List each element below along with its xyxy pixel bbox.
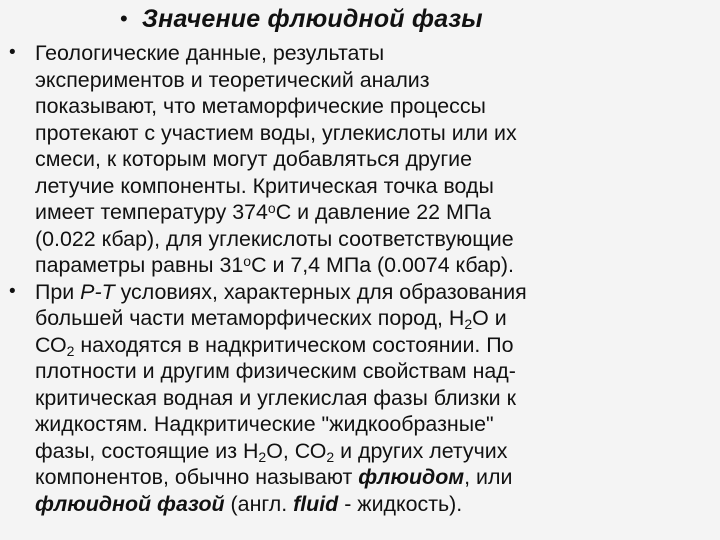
p2-line-3-a: СО: [35, 332, 67, 357]
p2-line-9-a: (англ.: [224, 491, 294, 516]
term-fluid: флюидом: [358, 465, 465, 489]
p2-line-8-a: компонентов, обычно называют: [35, 465, 359, 489]
p2-line-8-b: , или: [464, 465, 513, 489]
p2-line-9: [35, 491, 712, 518]
slide-body: [0, 40, 712, 517]
p2-line-1-b: условиях, характерных для образования: [114, 279, 527, 304]
p2-line-1: [35, 279, 712, 306]
paragraph-2: [0, 279, 712, 518]
subscript: 2: [66, 342, 75, 359]
p2-line-3-b: находятся в надкритическом состоянии. По: [74, 332, 514, 357]
bullet-2: •: [9, 280, 16, 302]
p2-line-7-a: фазы, состоящие из Н: [35, 438, 259, 463]
p2-line-3: [35, 332, 712, 359]
p1-line-7-a: имеет температуру 374: [35, 200, 268, 224]
title-bullet: •: [120, 6, 128, 31]
p1-line-5: смеси, к которым могут добавляться другие: [35, 147, 472, 171]
p1-line-6: летучие компоненты. Критическая точка воды: [35, 173, 494, 198]
p2-line-2-a: большей части метаморфических пород, Н: [35, 306, 465, 330]
p2-line-6: жидкостям. Надкритические "жидкообразные": [35, 412, 494, 436]
slide-title: [120, 2, 680, 36]
title-text: Значение флюидной фазы: [141, 4, 483, 33]
subscript: 2: [326, 448, 335, 465]
p2-line-8: [35, 464, 712, 491]
degree-sup: о: [267, 200, 276, 216]
term-fluid-phase: флюидной фазой: [35, 491, 225, 516]
p2-line-7-c: и других летучих: [334, 438, 508, 463]
subscript: 2: [258, 448, 267, 465]
bullet-1: •: [9, 42, 16, 63]
p1-line-1: Геологические данные, результаты: [35, 41, 385, 65]
p1-line-9-a: параметры равны 31: [35, 253, 244, 277]
subscript: 2: [464, 316, 473, 332]
p2-line-5: критическая водная и углекислая фазы близки к: [35, 385, 516, 410]
p1-line-7-b: С и давление 22 МПа: [275, 200, 492, 224]
p2-line-7-b: О, СО: [266, 438, 327, 463]
p2-line-4: плотности и другим физическим свойствам над-: [35, 359, 516, 383]
paragraph-1: [0, 40, 712, 279]
p2-line-1-a: При: [35, 279, 81, 304]
p1-line-8: (0.022 кбар), для углекислоты соответствующие: [35, 226, 514, 251]
degree-sup: о: [243, 253, 252, 269]
p1-line-2: экспериментов и теоретический анализ: [35, 67, 430, 92]
p1-line-3: показывают, что метаморфические процессы: [35, 94, 486, 118]
pt-italic: Р-Т: [80, 279, 115, 304]
p2-line-7: [35, 438, 712, 465]
p2-line-9-b: - жидкость).: [338, 491, 463, 516]
p1-line-7: [35, 199, 712, 226]
p1-line-9-b: С и 7,4 МПа (0.0074 кбар).: [251, 253, 514, 277]
p1-line-4: протекают с участием воды, углекислоты или их: [35, 120, 517, 145]
p2-line-2-b: О и: [472, 306, 507, 330]
p2-line-2: [35, 305, 712, 332]
p1-line-9: [35, 252, 712, 279]
term-fluid-english: fluid: [293, 491, 339, 516]
